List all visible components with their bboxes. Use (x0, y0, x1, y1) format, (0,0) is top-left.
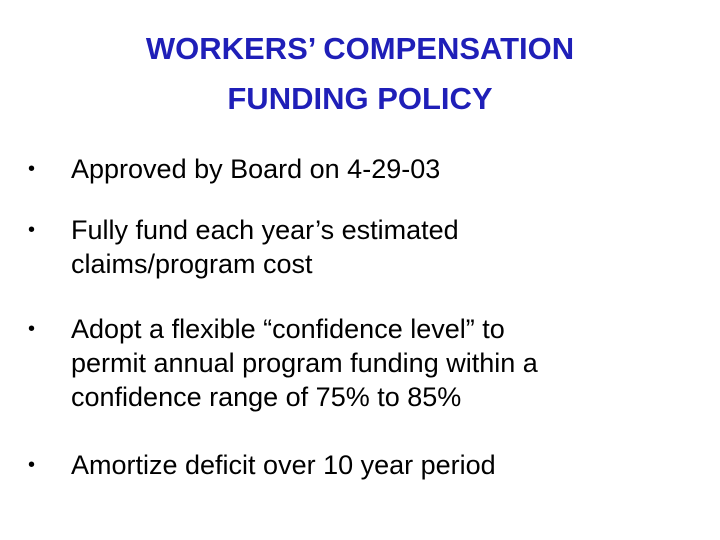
bullet-text (71, 312, 681, 414)
bullet-line: Amortize deficit over 10 year period (71, 450, 496, 480)
bullet-icon: • (28, 158, 36, 180)
bullet-line: confidence range of 75% to 85% (71, 382, 462, 412)
bullet-text (71, 213, 681, 281)
bullet-text (71, 448, 681, 482)
bullet-line: Fully fund each year’s estimated (71, 215, 459, 245)
slide-title-line-2: FUNDING POLICY (227, 81, 493, 116)
bullet-icon: • (28, 219, 36, 241)
bullet-line: Approved by Board on 4-29-03 (71, 154, 441, 184)
bullet-text (71, 152, 681, 186)
bullet-line: Adopt a flexible “confidence level” to (71, 314, 505, 344)
bullet-icon: • (28, 318, 36, 340)
slide-title-line-1: WORKERS’ COMPENSATION (145, 31, 575, 66)
bullet-line: claims/program cost (71, 249, 313, 279)
bullet-line: permit annual program funding within a (71, 348, 538, 378)
bullet-icon: • (28, 454, 36, 476)
